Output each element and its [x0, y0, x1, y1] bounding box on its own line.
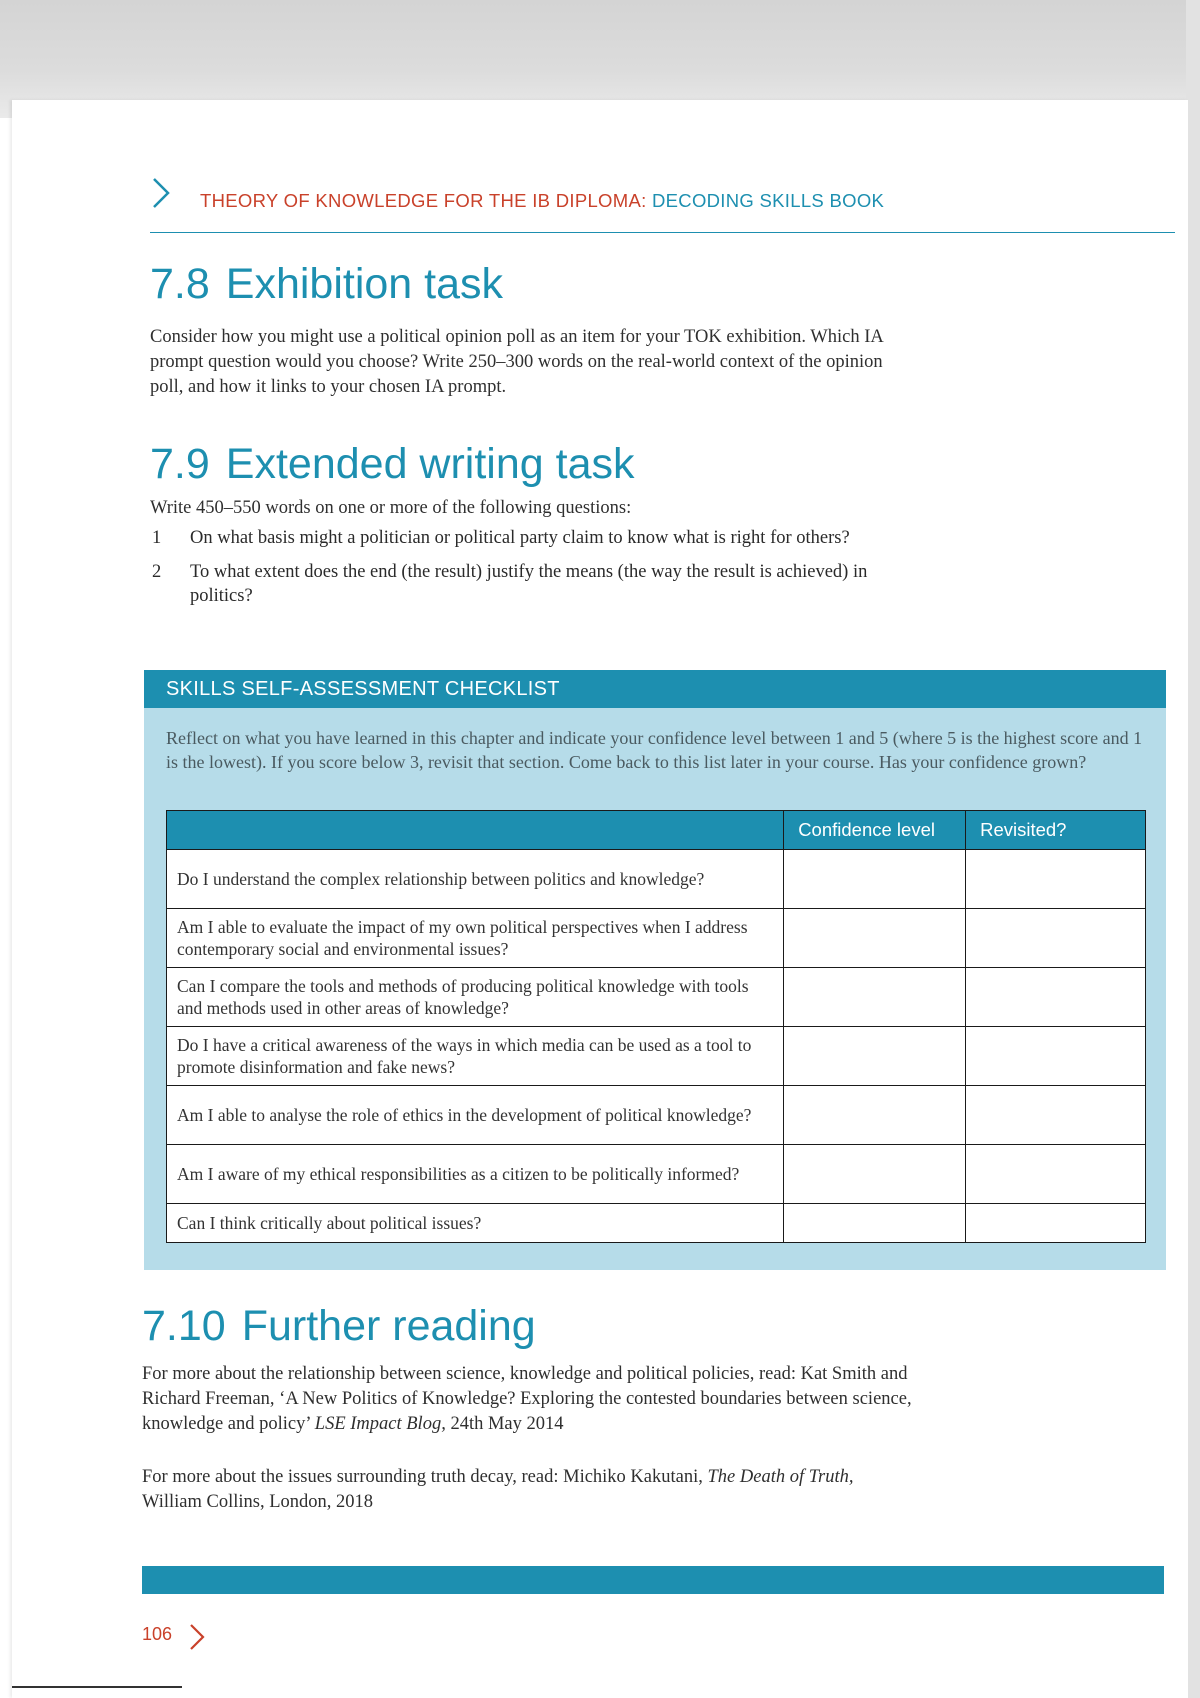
revisited-cell[interactable] [966, 909, 1146, 968]
table-row [167, 1027, 1146, 1086]
section-number: 7.10 [142, 1302, 226, 1350]
reference-text: For more about the issues surrounding truth decay, read: Michiko Kakutani, [142, 1467, 703, 1487]
revisited-cell[interactable] [966, 1145, 1146, 1204]
extended-heading [150, 440, 635, 489]
running-head [150, 176, 1175, 233]
table-row [167, 1086, 1146, 1145]
revisited-cell[interactable] [966, 1086, 1146, 1145]
question-cell: Can I compare the tools and methods of producing political knowledge with tools and methods used in other areas of knowledge? [167, 968, 784, 1027]
question-cell: Am I aware of my ethical responsibilities as a citizen to be politically informed? [167, 1145, 784, 1204]
section-number: 7.9 [150, 440, 210, 488]
extended-intro: Write 450–550 words on one or more of the following questions: [150, 498, 632, 518]
revisited-cell[interactable] [966, 1204, 1146, 1243]
section-title: Further reading [241, 1302, 536, 1350]
question-cell: Am I able to analyse the role of ethics in the development of political knowledge? [167, 1086, 784, 1145]
checklist-title: SKILLS SELF-ASSESSMENT CHECKLIST [144, 670, 1166, 708]
running-head-text [200, 190, 884, 212]
question-cell: Do I understand the complex relationship between politics and knowledge? [167, 850, 784, 909]
table-row [167, 1204, 1146, 1243]
question-text: On what basis might a politician or political party claim to know what is right for others? [190, 528, 850, 548]
question-cell: Do I have a critical awareness of the ways in which media can be used as a tool to promote disinformation and fake news? [167, 1027, 784, 1086]
scan-edge [1186, 0, 1200, 1698]
confidence-cell[interactable] [784, 1204, 966, 1243]
question-number: 2 [152, 562, 162, 582]
page-number: 106 [142, 1624, 173, 1644]
exhibition-heading [150, 260, 503, 309]
checklist-intro: Reflect on what you have learned in this chapter and indicate your confidence level between 1 and 5 (where 5 is the highest score and 1 is the lowest). If you score below 3, revisit that section. Come back to this list later in your course. Has your confidence grown? [166, 728, 1143, 772]
section-number: 7.8 [150, 260, 210, 308]
further-para-2 [142, 1465, 912, 1515]
chevron-right-icon [150, 176, 174, 210]
blank-header [167, 811, 784, 850]
series-title: THEORY OF KNOWLEDGE FOR THE IB DIPLOMA: [200, 190, 647, 211]
question-cell: Am I able to evaluate the impact of my own political perspectives when I address contemporary social and environmental issues? [167, 909, 784, 968]
table-row [167, 1145, 1146, 1204]
book-title: DECODING SKILLS BOOK [651, 190, 885, 211]
section-title: Extended writing task [225, 440, 635, 488]
table-row [167, 850, 1146, 909]
footer-accent-bar [142, 1566, 1164, 1594]
confidence-header: Confidence level [784, 811, 966, 850]
question-number: 1 [152, 528, 162, 548]
reference-source: LSE Impact Blog, [314, 1414, 446, 1434]
list-item [150, 560, 890, 608]
further-para-1 [142, 1362, 912, 1437]
confidence-cell[interactable] [784, 1027, 966, 1086]
table-header-row [167, 811, 1146, 850]
checklist-panel [144, 670, 1166, 1270]
revisited-cell[interactable] [966, 850, 1146, 909]
further-heading [142, 1302, 536, 1351]
exhibition-body: Consider how you might use a political opinion poll as an item for your TOK exhibition. Which IA prompt question would you choose? Write 250–300 words on the real-world context of the opinion poll, and how it links to your chosen IA prompt. [150, 327, 883, 397]
reference-text: For more about the relationship between science, knowledge and political policies, read: Kat Smith and Richard Freeman, ‘A New Politics of Knowledge? Exploring the contested boundaries between science, knowledge and policy’ [142, 1364, 912, 1434]
scan-edge-line [12, 1686, 182, 1688]
section-title: Exhibition task [225, 260, 504, 308]
table-row [167, 968, 1146, 1027]
confidence-cell[interactable] [784, 850, 966, 909]
reference-publisher: William Collins, London, 2018 [142, 1492, 374, 1512]
revisited-cell[interactable] [966, 968, 1146, 1027]
question-text: To what extent does the end (the result) justify the means (the way the result is achieved) in politics? [190, 562, 868, 606]
table-row [167, 909, 1146, 968]
revisited-cell[interactable] [966, 1027, 1146, 1086]
checklist-table [166, 810, 1146, 1243]
confidence-cell[interactable] [784, 1145, 966, 1204]
revisited-header: Revisited? [966, 811, 1146, 850]
list-item [150, 526, 890, 550]
confidence-cell[interactable] [784, 1086, 966, 1145]
chevron-right-icon [188, 1622, 206, 1652]
reference-book: The Death of Truth, [707, 1467, 854, 1487]
confidence-cell[interactable] [784, 909, 966, 968]
question-cell: Can I think critically about political issues? [167, 1204, 784, 1243]
confidence-cell[interactable] [784, 968, 966, 1027]
question-list [150, 526, 890, 618]
reference-date: 24th May 2014 [450, 1414, 564, 1434]
